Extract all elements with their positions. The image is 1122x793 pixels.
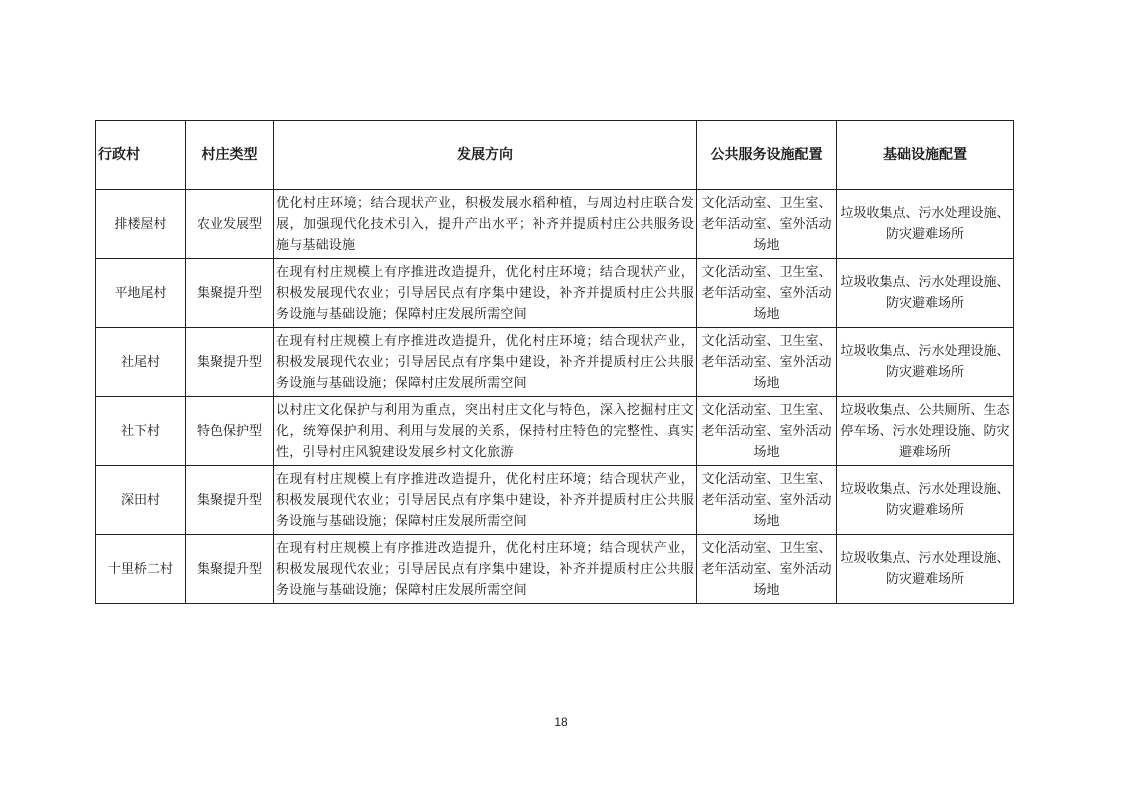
cell-public-service: 文化活动室、卫生室、老年活动室、室外活动场地 — [697, 535, 837, 604]
cell-village: 排楼屋村 — [96, 190, 186, 259]
cell-infrastructure: 垃圾收集点、污水处理设施、防灾避难场所 — [837, 328, 1014, 397]
cell-direction: 在现有村庄规模上有序推进改造提升，优化村庄环境；结合现状产业，积极发展现代农业；引导居民点有序集中建设，补齐并提质村庄公共服务设施与基础设施；保障村庄发展所需空间 — [274, 535, 697, 604]
cell-direction: 优化村庄环境；结合现状产业，积极发展水稻种植，与周边村庄联合发展，加强现代化技术引入，提升产出水平；补齐并提质村庄公共服务设施与基础设施 — [274, 190, 697, 259]
header-village-type: 村庄类型 — [186, 121, 274, 190]
table-row — [96, 328, 1014, 397]
cell-village: 社尾村 — [96, 328, 186, 397]
cell-type: 集聚提升型 — [186, 328, 274, 397]
cell-public-service: 文化活动室、卫生室、老年活动室、室外活动场地 — [697, 190, 837, 259]
table-row — [96, 259, 1014, 328]
table-row — [96, 190, 1014, 259]
cell-public-service: 文化活动室、卫生室、老年活动室、室外活动场地 — [697, 328, 837, 397]
table-header-row — [96, 121, 1014, 190]
cell-infrastructure: 垃圾收集点、公共厕所、生态停车场、污水处理设施、防灾避难场所 — [837, 397, 1014, 466]
cell-type: 特色保护型 — [186, 397, 274, 466]
header-public-service: 公共服务设施配置 — [697, 121, 837, 190]
cell-direction: 在现有村庄规模上有序推进改造提升，优化村庄环境；结合现状产业，积极发展现代农业；引导居民点有序集中建设，补齐并提质村庄公共服务设施与基础设施；保障村庄发展所需空间 — [274, 259, 697, 328]
cell-infrastructure: 垃圾收集点、污水处理设施、防灾避难场所 — [837, 466, 1014, 535]
cell-direction: 以村庄文化保护与利用为重点，突出村庄文化与特色，深入挖掘村庄文化，统筹保护利用、利用与发展的关系，保持村庄特色的完整性、真实性，引导村庄风貌建设发展乡村文化旅游 — [274, 397, 697, 466]
cell-public-service: 文化活动室、卫生室、老年活动室、室外活动场地 — [697, 397, 837, 466]
cell-village: 深田村 — [96, 466, 186, 535]
cell-direction: 在现有村庄规模上有序推进改造提升，优化村庄环境；结合现状产业，积极发展现代农业；引导居民点有序集中建设，补齐并提质村庄公共服务设施与基础设施；保障村庄发展所需空间 — [274, 328, 697, 397]
cell-public-service: 文化活动室、卫生室、老年活动室、室外活动场地 — [697, 466, 837, 535]
village-plan-table — [95, 120, 1014, 604]
cell-infrastructure: 垃圾收集点、污水处理设施、防灾避难场所 — [837, 190, 1014, 259]
cell-village: 社下村 — [96, 397, 186, 466]
cell-infrastructure: 垃圾收集点、污水处理设施、防灾避难场所 — [837, 535, 1014, 604]
cell-village: 平地尾村 — [96, 259, 186, 328]
page-number: 18 — [554, 715, 568, 729]
cell-type: 农业发展型 — [186, 190, 274, 259]
cell-public-service: 文化活动室、卫生室、老年活动室、室外活动场地 — [697, 259, 837, 328]
header-infrastructure: 基础设施配置 — [837, 121, 1014, 190]
cell-direction: 在现有村庄规模上有序推进改造提升，优化村庄环境；结合现状产业，积极发展现代农业；引导居民点有序集中建设，补齐并提质村庄公共服务设施与基础设施；保障村庄发展所需空间 — [274, 466, 697, 535]
cell-infrastructure: 垃圾收集点、污水处理设施、防灾避难场所 — [837, 259, 1014, 328]
header-direction: 发展方向 — [274, 121, 697, 190]
cell-type: 集聚提升型 — [186, 535, 274, 604]
table-row — [96, 466, 1014, 535]
cell-village: 十里桥二村 — [96, 535, 186, 604]
cell-type: 集聚提升型 — [186, 466, 274, 535]
header-village: 行政村 — [96, 121, 186, 190]
table-row — [96, 535, 1014, 604]
table-row — [96, 397, 1014, 466]
cell-type: 集聚提升型 — [186, 259, 274, 328]
